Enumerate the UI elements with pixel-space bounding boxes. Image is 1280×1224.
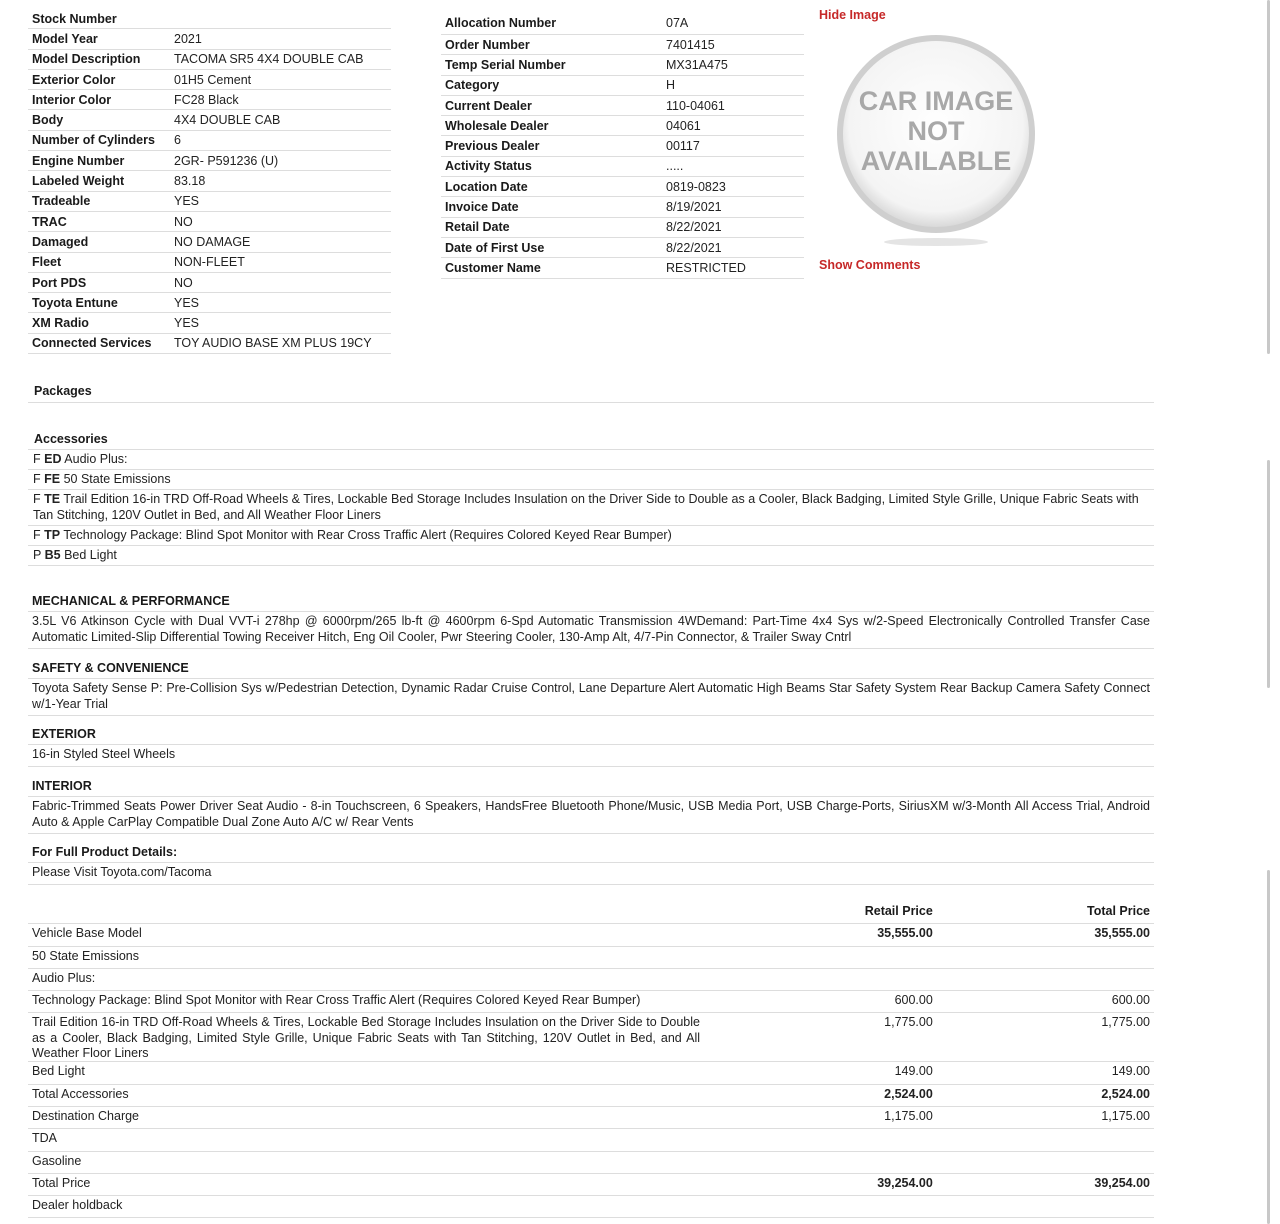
pricing-retail-value: 1,175.00 (704, 1106, 937, 1128)
vehicle-field-label: Toyota Entune (28, 293, 170, 313)
feature-text: 3.5L V6 Atkinson Cycle with Dual VVT-i 278hp @ 6000rpm/265 lb-ft @ 4600rpm 6-Spd Automatic Transmission 4WDemand: Part-Time 4x4 Sys w/2-Speed Electronically Controlled Transfer Case Automatic Limited-Slip Differential Towing Receiver Hitch, Eng Oil Cooler, Pwr Steering Cooler, 130-Amp Alt, 4/7-Pin Connector, & Trailer Sway Cntrl (28, 612, 1154, 649)
dealer-field-row (441, 136, 804, 156)
image-shadow (884, 238, 988, 246)
pricing-total-value (937, 946, 1154, 968)
vehicle-field-value: 01H5 Cement (170, 69, 391, 89)
pricing-row (28, 1106, 1154, 1128)
dealer-field-row (441, 75, 804, 95)
dealer-field-value: 110-04061 (662, 95, 804, 115)
vehicle-field-value: TOY AUDIO BASE XM PLUS 19CY (170, 333, 391, 353)
vehicle-field-label: Engine Number (28, 151, 170, 171)
dealer-field-row (441, 35, 804, 55)
vehicle-field-row (28, 232, 391, 252)
pricing-total-value: 1,175.00 (937, 1106, 1154, 1128)
vehicle-field-label: Model Description (28, 49, 170, 69)
show-comments-link[interactable]: Show Comments (819, 258, 921, 272)
pricing-item-label: Technology Package: Blind Spot Monitor with Rear Cross Traffic Alert (Requires Colored Keyed Rear Bumper) (28, 991, 704, 1013)
accessory-prefix: P (33, 548, 42, 563)
pricing-item-label: Gasoline (28, 1151, 704, 1173)
accessory-code: B5 (44, 548, 61, 563)
dealer-field-label: Location Date (441, 177, 662, 197)
dealer-field-label: Previous Dealer (441, 136, 662, 156)
pricing-retail-value: 39,254.00 (704, 1173, 937, 1195)
pricing-total-value: 600.00 (937, 991, 1154, 1013)
vehicle-field-label: Connected Services (28, 333, 170, 353)
car-image-placeholder (826, 30, 1046, 250)
dealer-field-row (441, 237, 804, 257)
vehicle-field-value: YES (170, 293, 391, 313)
vehicle-field-value: 83.18 (170, 171, 391, 191)
vehicle-field-value: 4X4 DOUBLE CAB (170, 110, 391, 130)
dealer-field-row (441, 95, 804, 115)
dealer-field-value: 0819-0823 (662, 177, 804, 197)
pricing-item-label: Vehicle Base Model (28, 924, 704, 946)
placeholder-text-line1: CAR IMAGE (858, 86, 1014, 116)
hide-image-link[interactable]: Hide Image (819, 8, 886, 22)
accessory-code: TP (44, 527, 61, 542)
dealer-field-row (441, 177, 804, 197)
feature-title: INTERIOR (28, 779, 1154, 797)
pricing-total-value: 2,524.00 (937, 1084, 1154, 1106)
vehicle-field-value: YES (170, 313, 391, 333)
dealer-field-value: 7401415 (662, 35, 804, 55)
dealer-field-label: Customer Name (441, 258, 662, 278)
vehicle-field-label: Fleet (28, 252, 170, 272)
pricing-header-empty (28, 902, 704, 924)
feature-section (28, 661, 1154, 716)
pricing-total-value: 35,555.00 (937, 924, 1154, 946)
dealer-field-label: Retail Date (441, 217, 662, 237)
pricing-total-value: 149.00 (937, 1062, 1154, 1084)
pricing-item-label: 50 State Emissions (28, 946, 704, 968)
dealer-field-row (441, 12, 804, 35)
feature-title: MECHANICAL & PERFORMANCE (28, 594, 1154, 612)
accessory-item (28, 526, 1154, 546)
dealer-field-label: Invoice Date (441, 197, 662, 217)
accessory-text: Bed Light (64, 548, 117, 563)
vehicle-field-row (28, 272, 391, 292)
dealer-field-label: Allocation Number (441, 12, 662, 35)
accessory-item (28, 490, 1154, 525)
placeholder-text-line3: AVAILABLE (860, 146, 1012, 176)
pricing-row (28, 1151, 1154, 1173)
retail-price-header: Retail Price (704, 902, 937, 924)
dealer-field-row (441, 258, 804, 278)
vehicle-field-row (28, 293, 391, 313)
feature-title: EXTERIOR (28, 727, 1154, 745)
vehicle-field-label: Tradeable (28, 191, 170, 211)
dealer-field-row (441, 197, 804, 217)
vehicle-field-row (28, 130, 391, 150)
vehicle-field-row (28, 9, 391, 29)
feature-text: Please Visit Toyota.com/Tacoma (28, 863, 1154, 885)
pricing-row (28, 991, 1154, 1013)
vehicle-field-value: 2GR- P591236 (U) (170, 151, 391, 171)
dealer-field-row (441, 116, 804, 136)
accessory-text: Technology Package: Blind Spot Monitor with Rear Cross Traffic Alert (Requires Colored Keyed Rear Bumper) (63, 527, 672, 542)
dealer-field-value: 00117 (662, 136, 804, 156)
pricing-retail-value: 1,775.00 (704, 1013, 937, 1062)
accessory-prefix: F (33, 527, 41, 542)
feature-section (28, 779, 1154, 834)
vehicle-field-label: Stock Number (28, 9, 170, 29)
accessory-text: 50 State Emissions (63, 472, 171, 487)
pricing-item-label: Dealer holdback (28, 1196, 704, 1218)
pricing-total-value (937, 968, 1154, 990)
vehicle-field-row (28, 191, 391, 211)
pricing-item-label: Total Accessories (28, 1084, 704, 1106)
pricing-row (28, 1084, 1154, 1106)
accessory-text: Trail Edition 16-in TRD Off-Road Wheels & Tires, Lockable Bed Storage Includes Insulation on the Driver Side to Double as a Cooler, Black Badging, Limited Style Grille, Unique Fabric Seats with Tan Stitching, 120V Outlet in Bed, and All Weather Floor Liners (33, 492, 1139, 522)
pricing-row (28, 1173, 1154, 1195)
dealer-field-label: Current Dealer (441, 95, 662, 115)
dealer-field-label: Category (441, 75, 662, 95)
dealer-field-value: ..... (662, 156, 804, 176)
pricing-retail-value: 35,555.00 (704, 924, 937, 946)
pricing-header-row (28, 902, 1154, 924)
pricing-row (28, 946, 1154, 968)
vehicle-field-row (28, 110, 391, 130)
feature-section (28, 594, 1154, 649)
accessory-prefix: F (33, 452, 41, 466)
pricing-item-label: Bed Light (28, 1062, 704, 1084)
vehicle-field-row (28, 49, 391, 69)
vehicle-field-row (28, 252, 391, 272)
vehicle-field-label: XM Radio (28, 313, 170, 333)
pricing-row (28, 1196, 1154, 1218)
vehicle-field-value: NON-FLEET (170, 252, 391, 272)
dealer-field-value: RESTRICTED (662, 258, 804, 278)
dealer-field-value: MX31A475 (662, 55, 804, 75)
accessories-section (28, 432, 1154, 566)
vehicle-field-value (170, 9, 391, 29)
accessory-item (28, 450, 1154, 470)
vehicle-field-value: YES (170, 191, 391, 211)
pricing-item-label: TDA (28, 1129, 704, 1151)
vehicle-field-value: TACOMA SR5 4X4 DOUBLE CAB (170, 49, 391, 69)
dealer-field-label: Temp Serial Number (441, 55, 662, 75)
vehicle-info-table (28, 9, 391, 354)
pricing-total-value (937, 1196, 1154, 1218)
pricing-item-label: Total Price (28, 1173, 704, 1195)
pricing-table (28, 902, 1154, 1218)
pricing-item-label: Destination Charge (28, 1106, 704, 1128)
pricing-row (28, 1013, 1154, 1062)
feature-text: 16-in Styled Steel Wheels (28, 745, 1154, 767)
feature-section (28, 727, 1154, 767)
vehicle-field-row (28, 211, 391, 231)
dealer-field-row (441, 55, 804, 75)
pricing-retail-value: 600.00 (704, 991, 937, 1013)
pricing-row (28, 968, 1154, 990)
dealer-field-label: Order Number (441, 35, 662, 55)
accessory-code: ED (44, 452, 62, 466)
accessory-prefix: F (33, 472, 41, 487)
vehicle-field-row (28, 69, 391, 89)
vehicle-field-value: NO DAMAGE (170, 232, 391, 252)
accessory-code: FE (44, 472, 61, 487)
pricing-item-label: Audio Plus: (28, 968, 704, 990)
vehicle-field-row (28, 151, 391, 171)
feature-section (28, 845, 1154, 885)
dealer-field-label: Date of First Use (441, 237, 662, 257)
total-price-header: Total Price (937, 902, 1154, 924)
feature-text: Toyota Safety Sense P: Pre-Collision Sys w/Pedestrian Detection, Dynamic Radar Cruise Control, Lane Departure Alert Automatic High Beams Star Safety System Rear Backup Camera Safety Connect w/1-Year Trial (28, 679, 1154, 716)
vehicle-field-row (28, 90, 391, 110)
vehicle-field-row (28, 333, 391, 353)
vehicle-field-label: Labeled Weight (28, 171, 170, 191)
pricing-retail-value (704, 946, 937, 968)
dealer-info-table (441, 12, 804, 279)
pricing-retail-value (704, 1129, 937, 1151)
vehicle-field-row (28, 171, 391, 191)
dealer-field-label: Activity Status (441, 156, 662, 176)
pricing-total-value (937, 1129, 1154, 1151)
vehicle-field-label: Port PDS (28, 272, 170, 292)
pricing-retail-value: 149.00 (704, 1062, 937, 1084)
accessory-item (28, 546, 1154, 566)
dealer-field-value: 8/19/2021 (662, 197, 804, 217)
pricing-row (28, 1129, 1154, 1151)
dealer-field-value: 8/22/2021 (662, 237, 804, 257)
packages-section (28, 384, 1154, 403)
scrollbar-thumb[interactable] (1267, 0, 1270, 354)
vehicle-field-value: FC28 Black (170, 90, 391, 110)
vehicle-field-value: 6 (170, 130, 391, 150)
vehicle-field-label: Exterior Color (28, 69, 170, 89)
vehicle-field-value: NO (170, 272, 391, 292)
dealer-field-value: 04061 (662, 116, 804, 136)
pricing-row (28, 924, 1154, 946)
pricing-retail-value: 2,524.00 (704, 1084, 937, 1106)
pricing-total-value: 39,254.00 (937, 1173, 1154, 1195)
accessory-code: TE (44, 492, 61, 507)
accessory-item (28, 470, 1154, 490)
placeholder-text-line2: NOT (907, 116, 965, 146)
vehicle-field-value: NO (170, 211, 391, 231)
scrollbar-track-segment (1267, 460, 1270, 688)
dealer-field-value: 8/22/2021 (662, 217, 804, 237)
vehicle-field-label: TRAC (28, 211, 170, 231)
vehicle-field-label: Body (28, 110, 170, 130)
accessory-prefix: F (33, 492, 41, 507)
vehicle-field-value: 2021 (170, 29, 391, 49)
dealer-field-value: H (662, 75, 804, 95)
pricing-retail-value (704, 968, 937, 990)
vehicle-field-label: Interior Color (28, 90, 170, 110)
packages-title: Packages (28, 384, 1154, 403)
vehicle-field-label: Model Year (28, 29, 170, 49)
dealer-field-row (441, 217, 804, 237)
dealer-field-value: 07A (662, 12, 804, 35)
feature-title: For Full Product Details: (28, 845, 1154, 863)
scrollbar-track-segment-lower (1267, 870, 1270, 1224)
feature-text: Fabric-Trimmed Seats Power Driver Seat Audio - 8-in Touchscreen, 6 Speakers, HandsFree Bluetooth Phone/Music, USB Media Port, USB Charge-Ports, SiriusXM w/3-Month All Access Trial, Android Auto & Apple CarPlay Compatible Dual Zone Auto A/C w/ Rear Vents (28, 797, 1154, 834)
vehicle-field-row (28, 29, 391, 49)
pricing-retail-value (704, 1196, 937, 1218)
accessory-text: Audio Plus: (64, 452, 128, 466)
accessories-title: Accessories (28, 432, 1154, 450)
pricing-item-label: Trail Edition 16-in TRD Off-Road Wheels & Tires, Lockable Bed Storage Includes Insulation on the Driver Side to Double as a Cooler, Black Badging, Limited Style Grille, Unique Fabric Seats with Tan Stitching, 120V Outlet in Bed, and All Weather Floor Liners (28, 1013, 704, 1062)
dealer-field-row (441, 156, 804, 176)
dealer-field-label: Wholesale Dealer (441, 116, 662, 136)
pricing-total-value: 1,775.00 (937, 1013, 1154, 1062)
pricing-total-value (937, 1151, 1154, 1173)
accessories-list (28, 450, 1154, 566)
feature-title: SAFETY & CONVENIENCE (28, 661, 1154, 679)
pricing-row (28, 1062, 1154, 1084)
vehicle-field-row (28, 313, 391, 333)
vehicle-field-label: Number of Cylinders (28, 130, 170, 150)
pricing-retail-value (704, 1151, 937, 1173)
vehicle-field-label: Damaged (28, 232, 170, 252)
